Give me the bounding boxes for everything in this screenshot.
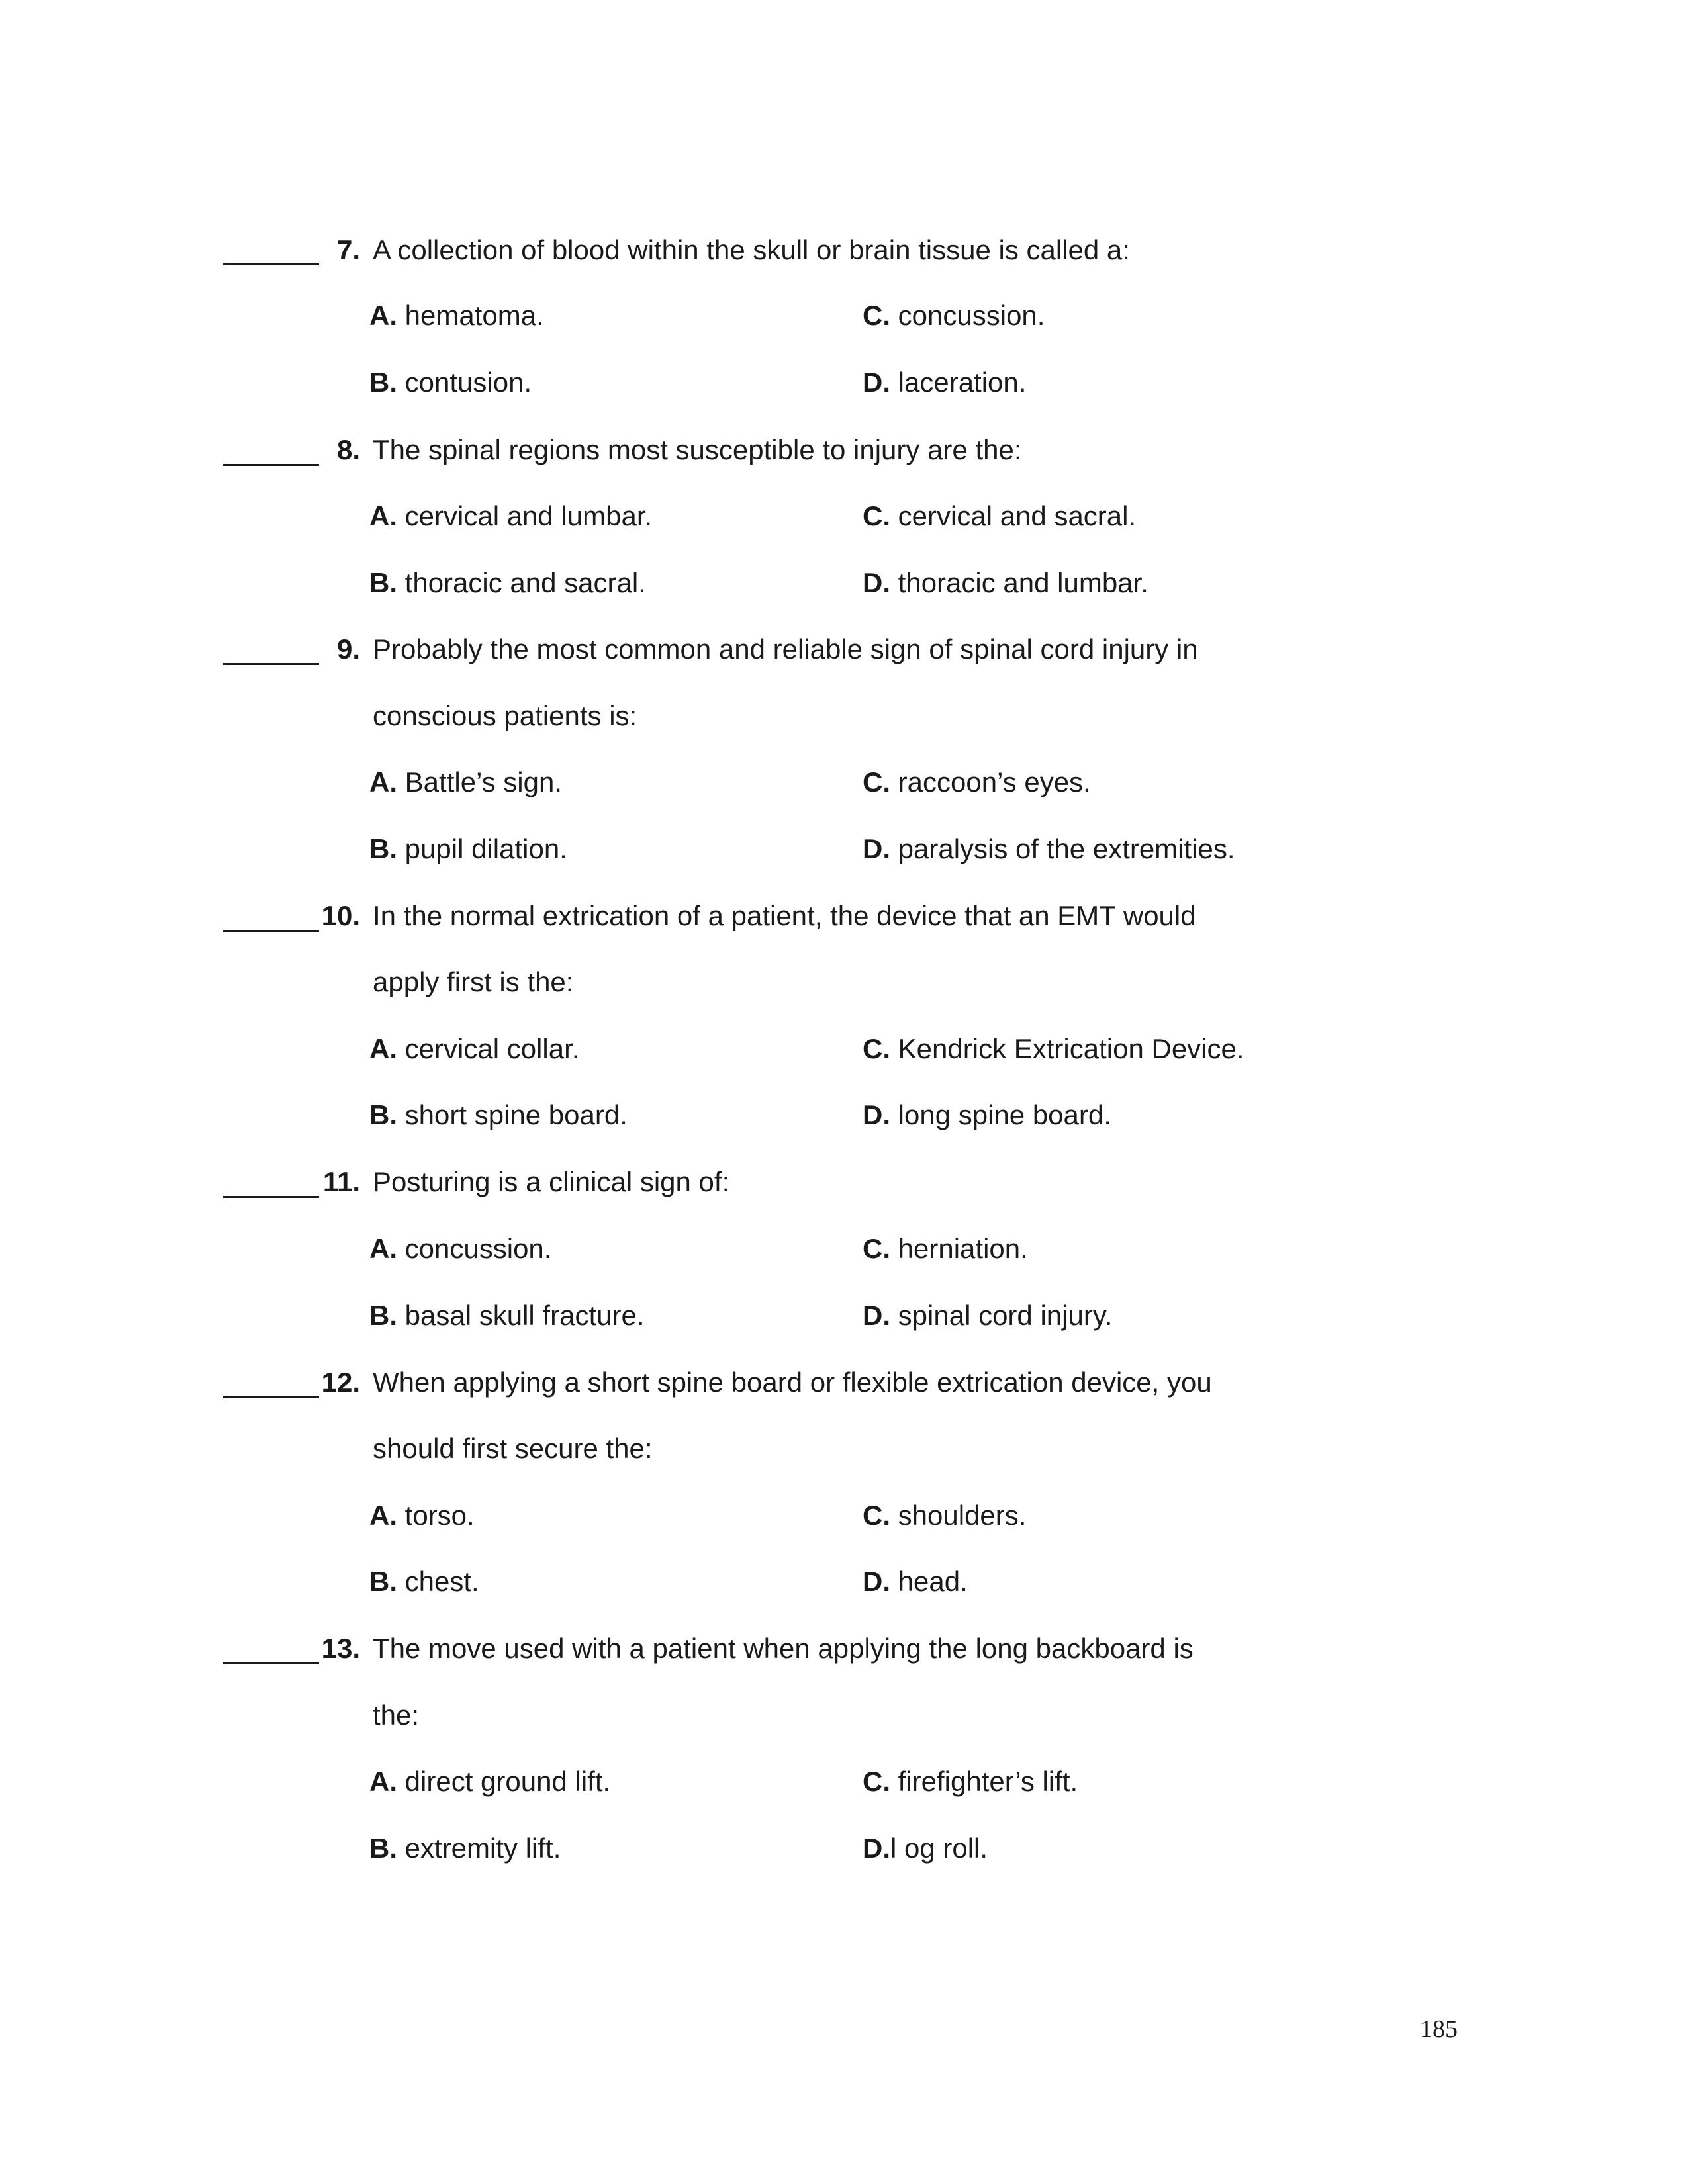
question-text-continued: the: [373, 1700, 420, 1731]
option-c [863, 1499, 1026, 1532]
option-letter: C. [863, 1500, 890, 1531]
option-text: extremity lift. [397, 1833, 561, 1864]
option-letter: B. [369, 367, 397, 398]
option-b [369, 1565, 479, 1598]
option-d [863, 1832, 988, 1865]
option-letter: C. [863, 1033, 890, 1064]
option-text: direct ground lift. [397, 1766, 611, 1797]
option-d [863, 567, 1149, 600]
option-text: torso. [397, 1500, 475, 1531]
option-letter: D. [863, 833, 890, 864]
answer-blank[interactable] [223, 263, 319, 265]
option-c [863, 299, 1045, 332]
option-text: hematoma. [397, 300, 544, 331]
option-a [369, 1032, 579, 1066]
option-letter: B. [369, 567, 397, 598]
option-text: concussion. [397, 1233, 552, 1264]
option-text: laceration. [890, 367, 1027, 398]
question-number: 11. [322, 1166, 360, 1197]
question-text-continued: apply first is the: [373, 966, 574, 997]
option-text: firefighter’s lift. [890, 1766, 1078, 1797]
question-text: Posturing is a clinical sign of: [373, 1166, 730, 1197]
option-letter: A. [369, 500, 397, 531]
option-c [863, 766, 1091, 799]
option-a [369, 766, 562, 799]
option-a [369, 1765, 610, 1798]
option-letter: D. [863, 1300, 890, 1331]
option-letter: D. [863, 1099, 890, 1130]
option-c [863, 1032, 1244, 1066]
option-letter: D. [863, 1833, 890, 1864]
option-text: Kendrick Extrication Device. [890, 1033, 1244, 1064]
question-text: A collection of blood within the skull or brain tissue is called a: [373, 234, 1130, 265]
question-text: The move used with a patient when applying the long backboard is [373, 1633, 1194, 1664]
question-number: 10. [321, 900, 360, 931]
page-number: 185 [1420, 2015, 1458, 2043]
option-letter: C. [863, 500, 890, 531]
option-text: Battle’s sign. [397, 766, 563, 797]
option-text: chest. [397, 1566, 479, 1597]
option-text: raccoon’s eyes. [890, 766, 1091, 797]
option-letter: A. [369, 766, 397, 797]
answer-blank[interactable] [223, 663, 319, 665]
option-letter: C. [863, 1766, 890, 1797]
option-letter: D. [863, 567, 890, 598]
option-d [863, 1099, 1111, 1132]
question-text: The spinal regions most susceptible to injury are the: [373, 434, 1022, 465]
option-b [369, 366, 532, 399]
option-d [863, 366, 1026, 399]
option-c [863, 1232, 1028, 1265]
option-text: thoracic and lumbar. [890, 567, 1149, 598]
option-d [863, 1299, 1112, 1332]
option-letter: B. [369, 1099, 397, 1130]
option-text: l og roll. [890, 1833, 988, 1864]
option-text: cervical and lumbar. [397, 500, 653, 531]
option-letter: A. [369, 1766, 397, 1797]
question-text: Probably the most common and reliable sign of spinal cord injury in [373, 633, 1198, 664]
option-a [369, 299, 544, 332]
answer-blank[interactable] [223, 1662, 319, 1664]
question-text: In the normal extrication of a patient, the device that an EMT would [373, 900, 1196, 931]
option-text: head. [890, 1566, 968, 1597]
option-text: pupil dilation. [397, 833, 567, 864]
question-number: 7. [336, 234, 360, 265]
option-text: cervical and sacral. [890, 500, 1137, 531]
option-c [863, 1765, 1078, 1798]
answer-blank[interactable] [223, 1196, 319, 1198]
question-text: When applying a short spine board or flexible extrication device, you [373, 1367, 1212, 1398]
answer-blank[interactable] [223, 930, 319, 932]
option-text: long spine board. [890, 1099, 1111, 1130]
option-a [369, 1499, 475, 1532]
option-c [863, 500, 1136, 533]
question-number: 12. [321, 1367, 360, 1398]
option-text: short spine board. [397, 1099, 628, 1130]
question-number: 8. [336, 434, 360, 465]
option-text: shoulders. [890, 1500, 1027, 1531]
option-a [369, 1232, 551, 1265]
answer-blank[interactable] [223, 1396, 319, 1398]
option-letter: A. [369, 1233, 397, 1264]
option-text: cervical collar. [397, 1033, 580, 1064]
answer-blank[interactable] [223, 464, 319, 466]
option-letter: B. [369, 833, 397, 864]
option-text: contusion. [397, 367, 532, 398]
option-letter: A. [369, 1033, 397, 1064]
option-letter: A. [369, 300, 397, 331]
option-text: concussion. [890, 300, 1045, 331]
option-text: paralysis of the extremities. [890, 833, 1235, 864]
question-text-continued: should first secure the: [373, 1433, 653, 1464]
option-b [369, 567, 646, 600]
option-letter: B. [369, 1833, 397, 1864]
option-letter: C. [863, 1233, 890, 1264]
option-b [369, 833, 567, 866]
option-text: spinal cord injury. [890, 1300, 1113, 1331]
option-letter: B. [369, 1300, 397, 1331]
option-b [369, 1299, 645, 1332]
option-letter: B. [369, 1566, 397, 1597]
option-letter: A. [369, 1500, 397, 1531]
option-text: thoracic and sacral. [397, 567, 646, 598]
option-b [369, 1099, 628, 1132]
option-text: herniation. [890, 1233, 1028, 1264]
option-d [863, 1565, 968, 1598]
option-b [369, 1832, 561, 1865]
option-letter: C. [863, 766, 890, 797]
question-number: 9. [336, 633, 360, 664]
option-d [863, 833, 1235, 866]
option-letter: D. [863, 1566, 890, 1597]
option-text: basal skull fracture. [397, 1300, 645, 1331]
option-letter: C. [863, 300, 890, 331]
option-a [369, 500, 652, 533]
question-number: 13. [321, 1633, 360, 1664]
option-letter: D. [863, 367, 890, 398]
question-text-continued: conscious patients is: [373, 700, 637, 731]
